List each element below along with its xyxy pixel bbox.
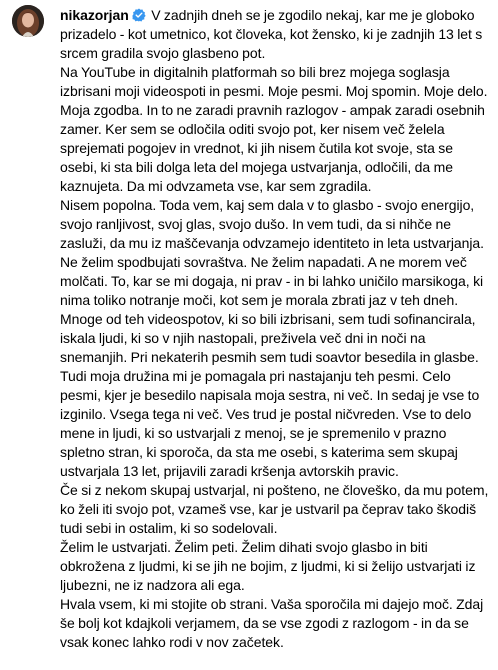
caption-text-intro: V zadnjih dneh se je zgodilo nekaj, kar me je globoko prizadelo - kot umetnico, kot človeka, kot žensko, ki je zadnjih 13 let s srcem gradila svojo glasbeno pot. xyxy=(60,7,483,61)
caption-paragraph: Nisem popolna. Toda vem, kaj sem dala v to glasbo - svojo energijo, svojo ranljivost, svoj glas, svojo dušo. In vem tudi, da si nihče ne zasluži, da mu iz maščevanja odvzamejo identiteto in leta ustvarjanja. xyxy=(60,197,485,251)
verified-badge-icon xyxy=(132,8,146,22)
author-username[interactable]: nikazorjan xyxy=(60,7,129,23)
caption-paragraph: Na YouTube in digitalnih platformah so bili brez mojega soglasja izbrisani moji videospoti in pesmi. Moje pesmi. Moj spomin. Moje delo. Moja zgodba. In to ne zaradi pravnih razlogov - ampak zaradi osebnih zamer. Ker sem se odločila oditi svojo pot, ker nisem več želela sprejemati pogojev in vrednot, ki jih nisem čutila kot svoje, sta se osebi, ki sta bili dolga leta del mojega ustvarjanja, odločili, da me kaznujeta. Da mi odvzameta vse, kar sem zgradila. xyxy=(60,64,488,194)
avatar[interactable] xyxy=(12,5,44,37)
profile-photo-icon xyxy=(12,5,44,37)
caption-paragraph: Če si z nekom skupaj ustvarjal, ni pošteno, ne človeško, da mu potem, ko želi iti svojo pot, vzameš vse, kar je ustvaril pa čeprav tako škodiš tudi sebi in ostalim, ki so sodelovali. xyxy=(60,482,489,536)
caption-paragraph: Hvala vsem, ki mi stojite ob strani. Vaša sporočila mi dajejo moč. Zdaj še bolj kot kdajkoli verjamem, da se vse zgodi z razlogom - in da se vsak konec lahko rodi v nov začetek. xyxy=(60,596,484,650)
caption-paragraph: Ne želim spodbujati sovraštva. Ne želim napadati. A ne morem več molčati. To, kar se mi dogaja, ni prav - in bi lahko uničilo marsikoga, ki nima toliko notranje moči, kot sem je morala zbrati jaz v teh dneh. Mnoge od teh videospotov, ki so bili izbrisani, sem tudi sofinancirala, iskala ljudi, ki so v njih nastopali, preživela več dni in noči na snemanjih. Pri nekaterih pesmih sem tudi soavtor besedila in glasbe. Tudi moja družina mi je pomagala pri nastajanju teh pesmi. Celo pesmi, kjer je besedilo napisala moja sestra, ni več. In sedaj je vse to izginilo. Vsega tega ni več. Ves trud je postal ničvreden. Vse to delo mene in ljudi, ki so ustvarjali z menoj, se je spremenilo v prazno spletno stran, ki sporoča, da sta me osebi, s katerima sem skupaj ustvarjala 13 let, prijavili zaradi kršenja avtorskih pravic. xyxy=(60,254,484,479)
post-caption xyxy=(60,6,492,652)
caption-paragraph: Želim le ustvarjati. Želim peti. Želim dihati svojo glasbo in biti obkrožena z ljudmi, ki se jih ne bojim, z ljudmi, ki si želijo ustvarjati iz ljubezni, ne iz nadzora ali ega. xyxy=(60,539,476,593)
caption-first-paragraph xyxy=(60,6,492,63)
